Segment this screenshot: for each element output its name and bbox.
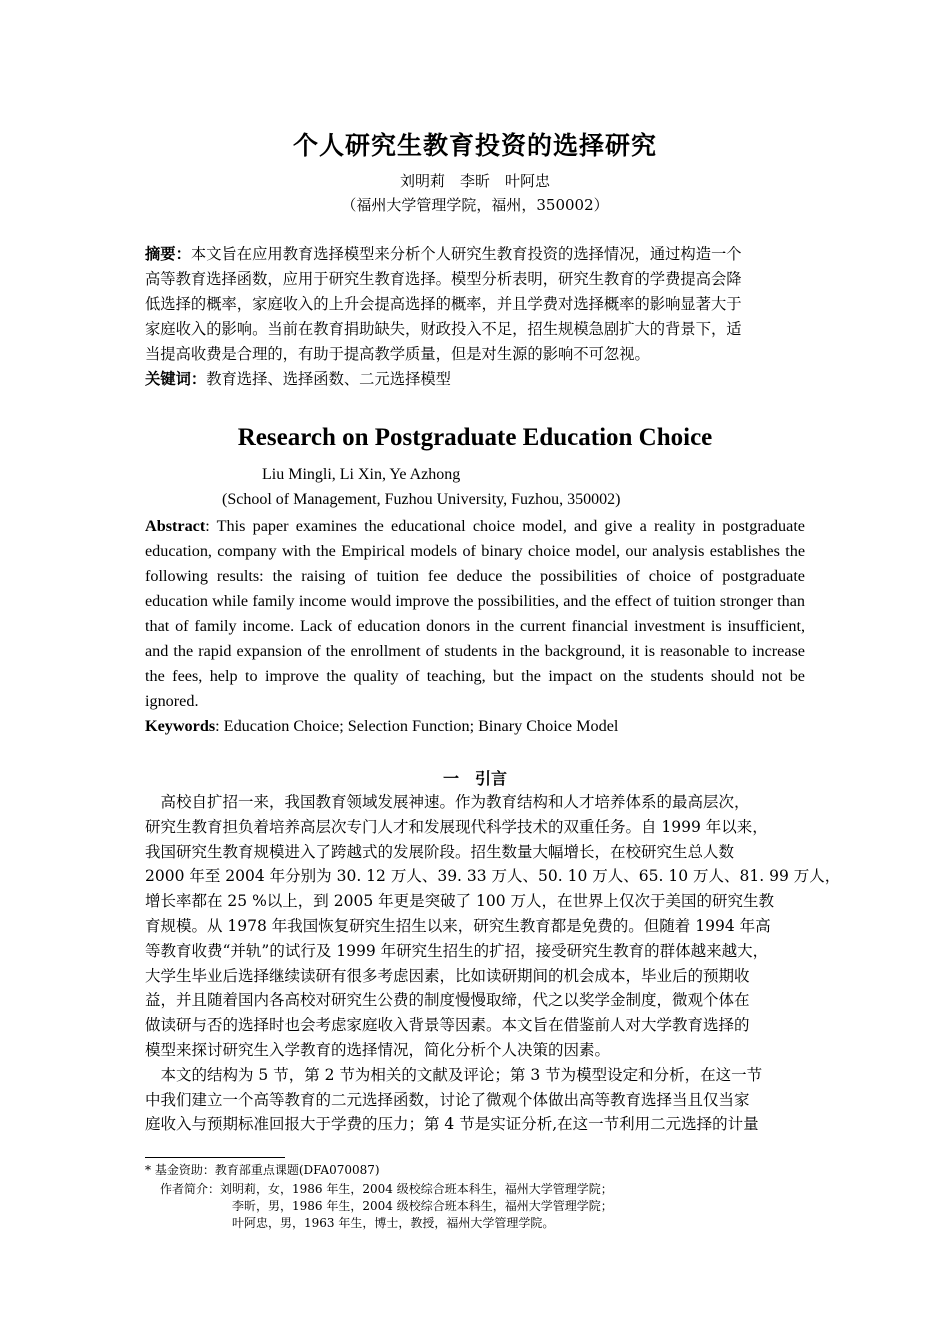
chinese-abstract-line: 家庭收入的影响。当前在教育捐助缺失，财政投入不足，招生规模急剧扩大的背景下，适 — [145, 320, 742, 338]
abstract-label-zh: 摘要： — [145, 245, 191, 263]
abstract-text-en: : This paper examines the educational choice model, and give a reality in postgraduate education, company with the Empirical models of binary choice model, our analysis establishes the following results: the raising of tuition fee deduce the possibilities of choice of postgraduate education while family income would improve the possibilities, and the effect of tuition stronger than that of family income. Lack of education donors in the current financial investment is insufficient, and the rapid expansion of the enrollment of students in the background, it is reasonable to increase the fees, help to improve the quality of teaching, but the impact on the students should not be ignored. — [145, 517, 805, 710]
chinese-title: 个人研究生教育投资的选择研究 — [292, 131, 657, 160]
keywords-label-en: Keywords — [145, 717, 216, 735]
body-line: 高校自扩招一来，我国教育领域发展神速。作为教育结构和人才培养体系的最高层次， — [145, 793, 750, 811]
chinese-abstract-line: 低选择的概率，家庭收入的上升会提高选择的概率，并且学费对选择概率的影响显著大于 — [145, 295, 742, 313]
body-line: 模型来探讨研究生入学教育的选择情况，简化分析个人决策的因素。 — [145, 1040, 611, 1059]
introduction-body — [145, 790, 841, 1137]
english-authors: Liu Mingli, Li Xin, Ye Azhong — [262, 466, 461, 483]
body-line: 我国研究生教育规模进入了跨越式的发展阶段。招生数量大幅增长，在校研究生总人数 — [145, 842, 735, 861]
chinese-abstract-line: 高等教育选择函数，应用于研究生教育选择。模型分析表明，研究生教育的学费提高会降 — [145, 270, 742, 288]
abstract-label-en: Abstract — [145, 517, 206, 535]
chinese-affiliation: （福州大学管理学院，福州，350002） — [341, 196, 609, 214]
footnote-author-line: 叶阿忠，男，1963 年生，博士，教授，福州大学管理学院。 — [232, 1216, 555, 1230]
body-line: 做读研与否的选择时也会考虑家庭收入背景等因素。本文旨在借鉴前人对大学教育选择的 — [145, 1016, 750, 1035]
chinese-abstract — [145, 242, 807, 392]
section-heading: 一 引言 — [442, 769, 507, 788]
body-line: 本文的结构为 5 节，第 2 节为相关的文献及评论；第 3 节为模型设定和分析，在这一节 — [145, 1065, 763, 1084]
english-abstract — [145, 514, 805, 739]
body-line: 大学生毕业后选择继续读研有很多考虑因素，比如读研期间的机会成本，毕业后的预期收 — [145, 966, 750, 985]
footnote-funding: * 基金资助：教育部重点课题(DFA070087) — [145, 1163, 380, 1177]
english-affiliation: (School of Management, Fuzhou University, Fuzhou, 350002) — [222, 491, 621, 508]
body-line: 育规模。从 1978 年我国恢复研究生招生以来，研究生教育都是免费的。但随着 1994 年高 — [145, 916, 771, 935]
body-line: 研究生教育担负着培养高层次专门人才和发展现代科学技术的双重任务。自 1999 年以来， — [145, 817, 768, 836]
keywords-label-zh: 关键词： — [145, 370, 207, 388]
body-line: 中我们建立一个高等教育的二元选择函数，讨论了微观个体做出高等教育选择当且仅当家 — [145, 1090, 750, 1109]
chinese-authors: 刘明莉 李昕 叶阿忠 — [399, 172, 550, 190]
footnote-divider — [145, 1157, 285, 1158]
body-line: 等教育收费“并轨”的试行及 1999 年研究生招生的扩招，接受研究生教育的群体越来越大， — [145, 941, 769, 960]
body-line: 增长率都在 25 %以上，到 2005 年更是突破了 100 万人，在世界上仅次于美国的研究生教 — [145, 892, 775, 911]
footnote-author-intro: 作者简介：刘明莉，女，1986 年生，2004 级校综合班本科生，福州大学管理学院； — [160, 1182, 613, 1196]
body-line: 益，并且随着国内各高校对研究生公费的制度慢慢取缔，代之以奖学金制度，微观个体在 — [145, 991, 750, 1010]
keywords-text-en: : Education Choice; Selection Function; Binary Choice Model — [215, 717, 619, 735]
footnote-author-line: 李昕，男，1986 年生，2004 级校综合班本科生，福州大学管理学院； — [232, 1199, 613, 1213]
chinese-keywords: 关键词：教育选择、选择函数、二元选择模型 — [145, 370, 451, 388]
body-line: 2000 年至 2004 年分别为 30. 12 万人、39. 33 万人、50. 10 万人、65. 10 万人、81. 99 万人， — [145, 867, 841, 886]
english-title: Research on Postgraduate Education Choice — [237, 424, 713, 451]
chinese-abstract-line: 当提高收费是合理的，有助于提高教学质量，但是对生源的影响不可忽视。 — [145, 345, 650, 363]
chinese-abstract-line: 摘要：本文旨在应用教育选择模型来分析个人研究生教育投资的选择情况，通过构造一个 — [145, 245, 742, 263]
body-line: 庭收入与预期标准回报大于学费的压力；第 4 节是实证分析,在这一节利用二元选择的计量 — [145, 1115, 759, 1134]
